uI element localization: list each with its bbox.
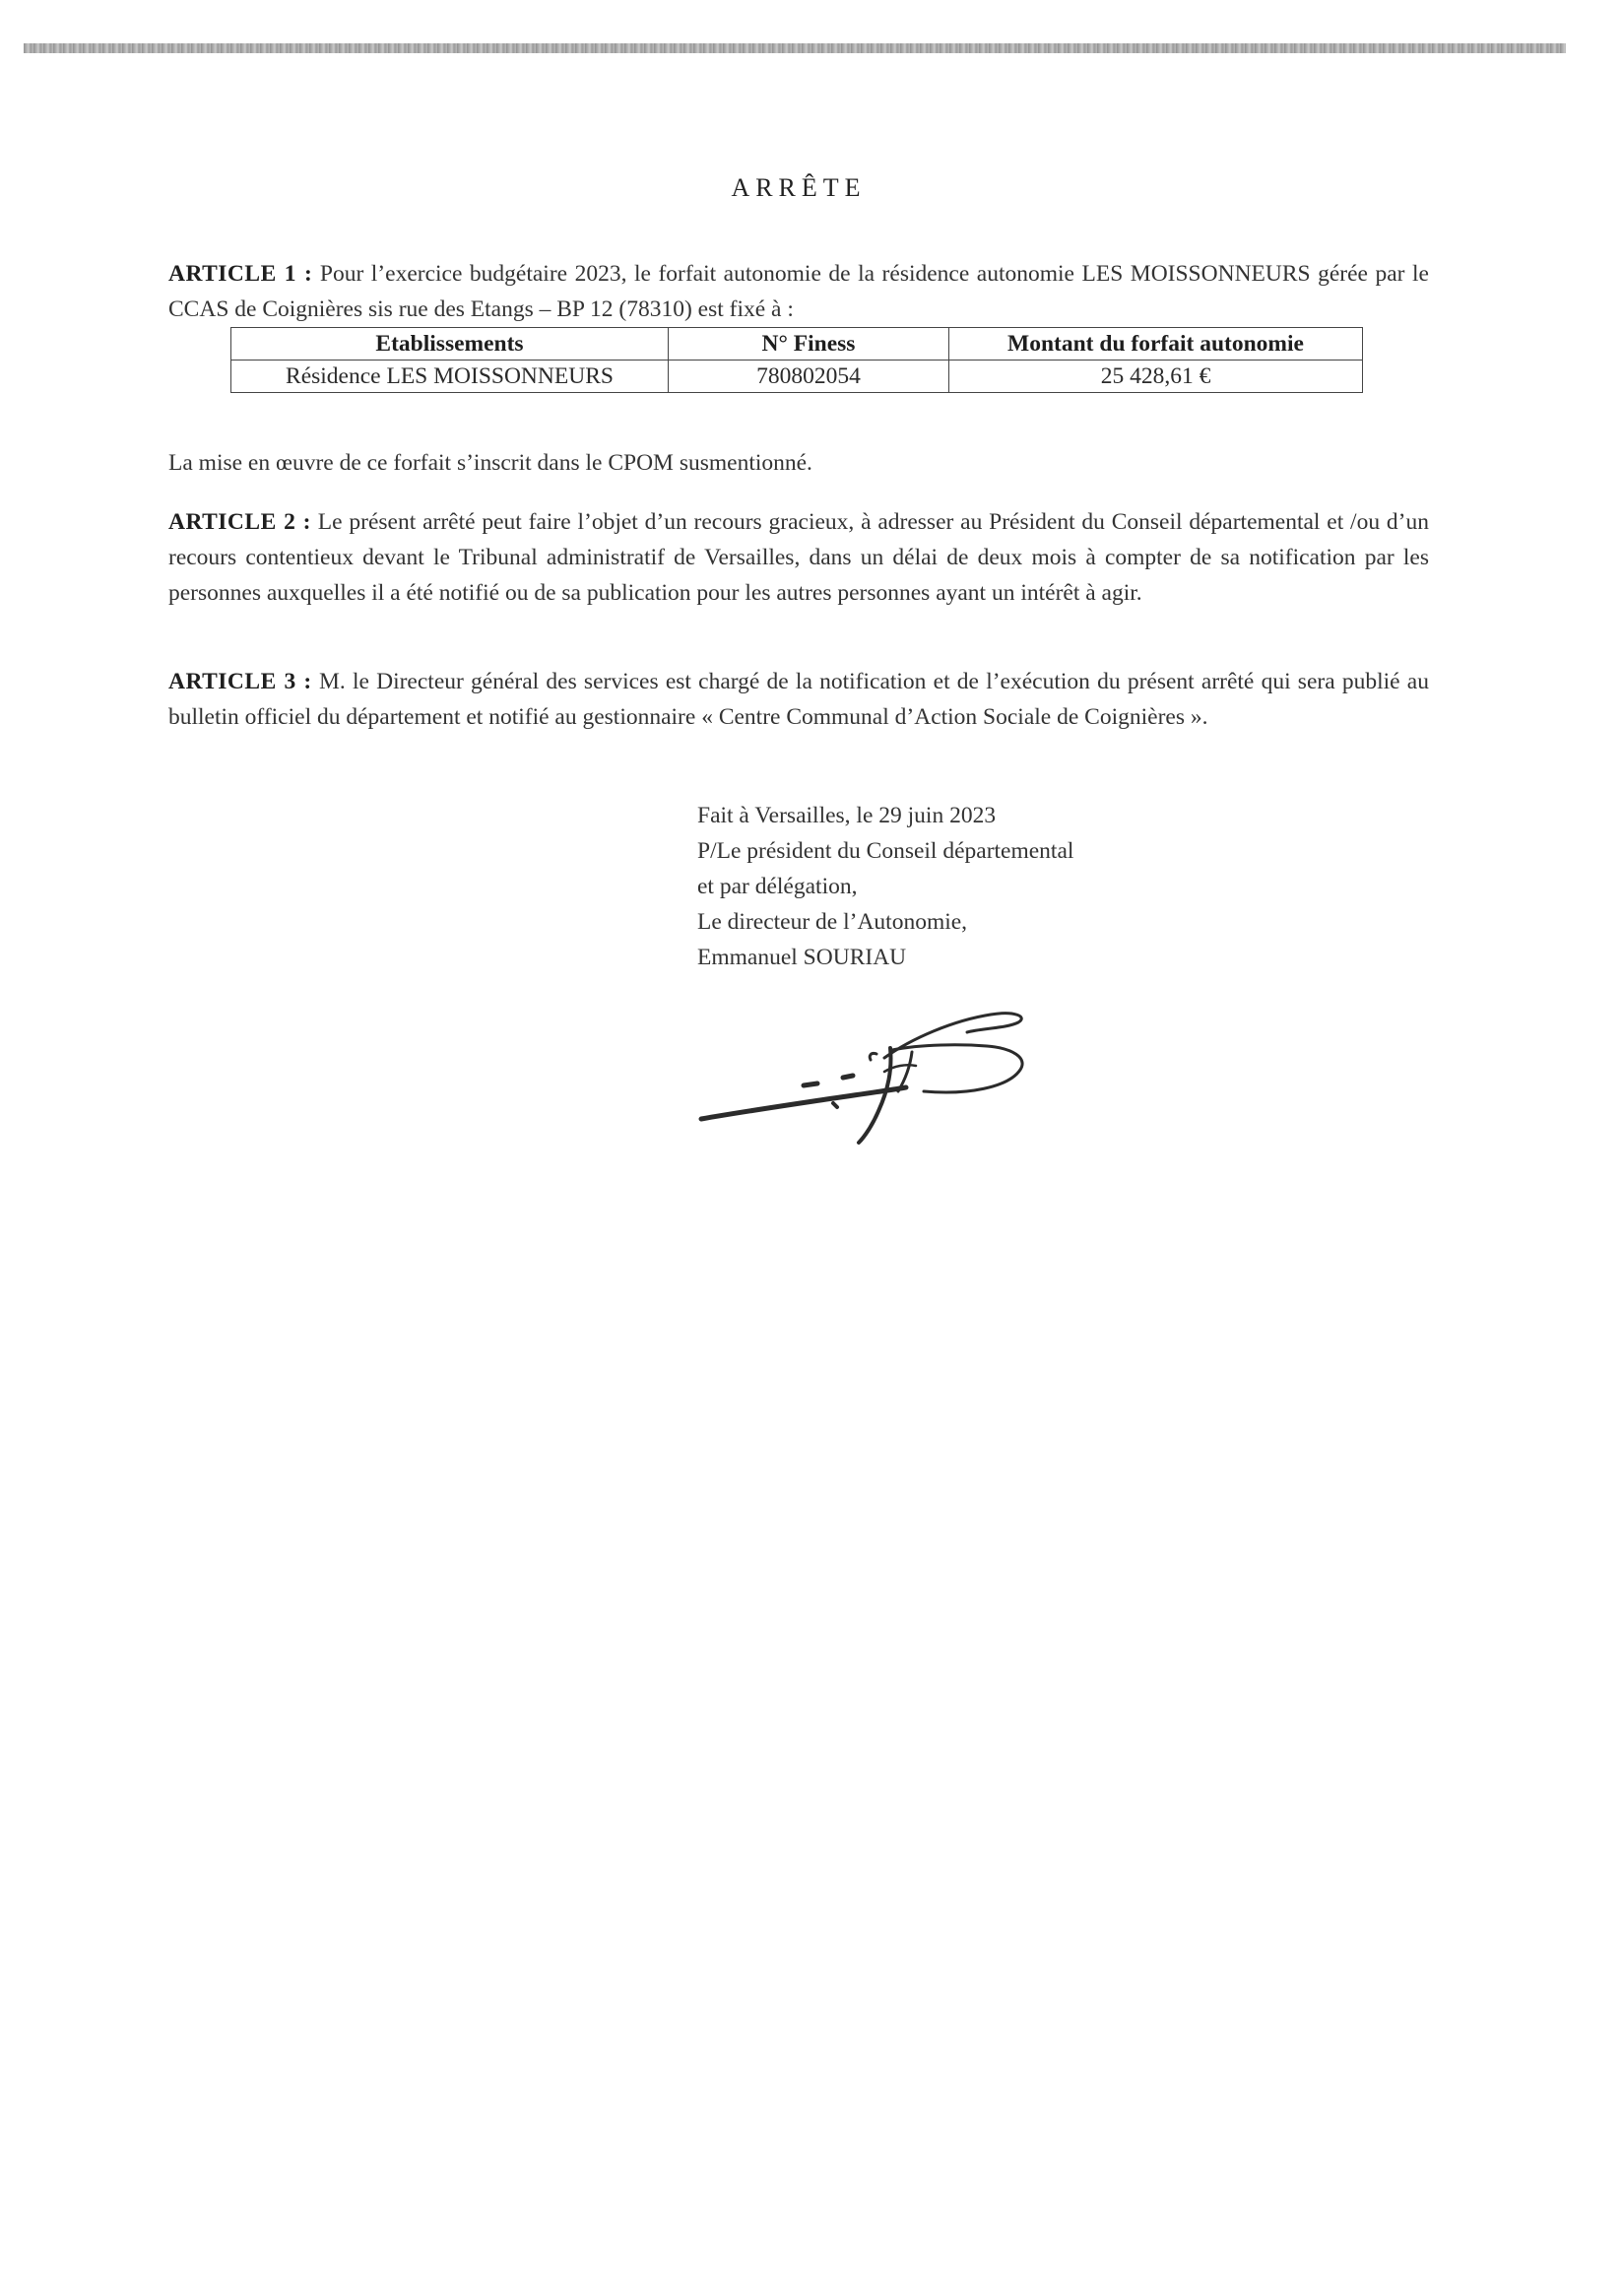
signature-line-directeur: Le directeur de l’Autonomie, (697, 909, 968, 935)
table-header-row (231, 328, 1363, 361)
signature-line-delegation: et par délégation, (697, 874, 858, 899)
header-etablissements: Etablissements (231, 328, 669, 361)
article-2-label: ARTICLE 2 : (168, 508, 311, 535)
article-3 (168, 664, 1429, 735)
cell-etablissement: Résidence LES MOISSONNEURS (231, 361, 669, 393)
article-2-text: Le présent arrêté peut faire l’objet d’un recours gracieux, à adresser au Président du Conseil départemental et /ou d’un recours contentieux devant le Tribunal administratif de Versailles, dans un délai de deux mois à compter de sa notification par les personnes auxquelles il a été notifié ou de sa publication pour les autres personnes ayant un intérêt à agir. (168, 508, 1429, 606)
cell-finess: 780802054 (669, 361, 949, 393)
table-row (231, 361, 1363, 393)
article-3-text: M. le Directeur général des services est chargé de la notification et de l’exécution du présent arrêté qui sera publié au bulletin officiel du département et notifié au gestionnaire « Centre Communal d’Action Sociale de Coignières ». (168, 668, 1429, 730)
scan-edge-strip (24, 43, 1566, 53)
page-title: ARRÊTE (731, 173, 867, 202)
signature-block (697, 798, 1073, 975)
article-1-label: ARTICLE 1 : (168, 260, 313, 287)
mise-en-oeuvre-paragraph: La mise en œuvre de ce forfait s’inscrit dans le CPOM susmentionné. (168, 449, 812, 476)
cell-montant: 25 428,61 € (949, 361, 1363, 393)
handwritten-signature (695, 993, 1070, 1150)
article-1-text: Pour l’exercice budgétaire 2023, le forfait autonomie de la résidence autonomie LES MOISSONNEURS gérée par le CCAS de Coignières sis rue des Etangs – BP 12 (78310) est fixé à : (168, 260, 1429, 322)
header-finess: N° Finess (669, 328, 949, 361)
signature-place-date: Fait à Versailles, le 29 juin 2023 (697, 803, 997, 828)
forfait-table (230, 327, 1363, 393)
signature-line-president: P/Le président du Conseil départemental (697, 838, 1074, 864)
article-3-label: ARTICLE 3 : (168, 668, 312, 694)
header-montant: Montant du forfait autonomie (949, 328, 1363, 361)
article-2 (168, 504, 1429, 611)
article-1 (168, 256, 1429, 327)
signature-line-name: Emmanuel SOURIAU (697, 945, 907, 970)
